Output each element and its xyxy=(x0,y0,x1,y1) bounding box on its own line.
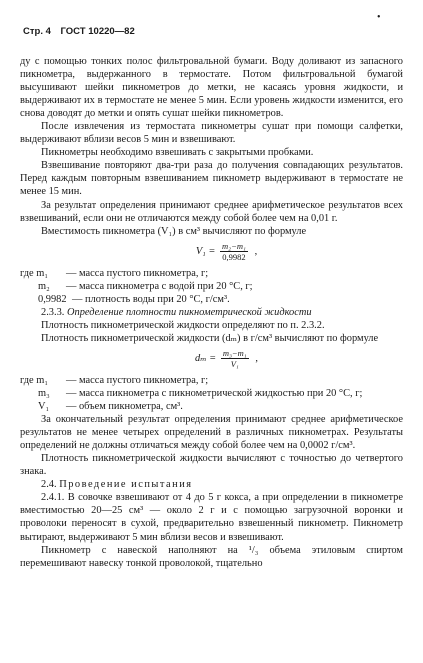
paragraph-1: ду с помощью тонких полос фильтровальной бумаги. Воду доливают из запасного пикнометра, выдержанного в термостате. Потом фильтровальной бумагой высушивают шейки пикнометров до метки, не касаясь уровня жидкости, и выдерживают их в термостате не менее 5 мин. Если уровень жидкости изменится, его снова доводят до метки и опять сушат шейки пикнометров. xyxy=(20,56,403,120)
definition-text: — масса пустого пикнометра, г; xyxy=(66,267,209,279)
formula-volume xyxy=(50,241,403,262)
paragraph-5: За результат определения принимают среднее арифметическое результатов всех взвешиваний, если они не отличаются между собой более чем на 0,01 г. xyxy=(20,199,403,224)
formula-volume-denominator: 0,9982 xyxy=(222,251,246,262)
definition-text: — плотность воды при 20 °С, г/см³. xyxy=(72,293,230,305)
formula-density-tail: , xyxy=(255,352,258,364)
definition-row xyxy=(20,374,403,387)
paragraph-12: Пикнометр с навеской наполняют на ¹/₃ объема этиловым спиртом перемешивают навеску тонкой проволокой, тщательно xyxy=(20,544,403,569)
paragraph-11: 2.4.1. В совочке взвешивают от 4 до 5 г кокса, а при определении в пикнометре вместимостью 20—25 см³ — около 2 г и с помощью загрузочной воронки и проволоки переносят в сухой, предварительно взвешенный пикнометр. Пикнометр вытирают, выдерживают 5 мин вблизи весов и взвешивают. xyxy=(20,492,403,543)
formula-density-denominator: V₁ xyxy=(230,358,239,369)
definition-label: V₁ xyxy=(38,401,50,413)
scan-dot: • xyxy=(377,12,381,23)
definition-row xyxy=(20,387,403,400)
paragraph-6: Вместимость пикнометра (V₁) в см³ вычисляют по формуле xyxy=(41,225,307,237)
page-number: Стр. 4 xyxy=(23,26,51,37)
formula-density-lhs: dₘ = xyxy=(195,352,217,364)
paragraph-10: Плотность пикнометрической жидкости вычисляют с точностью до четвертого знака. xyxy=(20,453,403,478)
formula-density-numerator: m₃−m₁ xyxy=(222,347,247,358)
formula-volume-lhs: V₁ = xyxy=(195,245,216,257)
formula-density xyxy=(50,348,403,369)
definition-label: где m₁ xyxy=(20,374,48,386)
definition-label: m₂ xyxy=(38,280,50,292)
definition-label: 0,9982 xyxy=(38,293,67,305)
page-header xyxy=(23,26,403,37)
definition-row xyxy=(20,280,403,293)
definition-text: — масса пикнометра с пикнометрической жидкостью при 20 °С, г; xyxy=(66,387,363,399)
paragraph-3: Пикнометры необходимо взвешивать с закрытыми пробками. xyxy=(41,147,314,159)
definition-text: — объем пикнометра, см³. xyxy=(66,401,183,413)
paragraph-9: За окончательный результат определения принимают среднее арифметическое результатов не менее четырех определений в различных пикнометрах. Результаты определений не должны отличаться между собой более чем на 0,0002 г/см³. xyxy=(20,414,403,452)
definition-text: — масса пикнометра с водой при 20 °С, г; xyxy=(66,280,253,292)
formula-volume-tail: , xyxy=(254,245,258,257)
definition-text: — масса пустого пикнометра, г; xyxy=(66,374,209,386)
paragraph-8: Плотность пикнометрической жидкости (dₘ) в г/см³ вычисляют по формуле xyxy=(41,332,379,344)
section-number: 2.3.3. xyxy=(41,306,65,318)
section-title: Проведение испытания xyxy=(59,479,193,491)
definition-label: m₃ xyxy=(38,387,50,399)
formula-volume-numerator: m₂−m₁ xyxy=(222,240,246,251)
formula-density-fraction xyxy=(221,348,249,369)
definition-row xyxy=(20,400,403,413)
definition-row xyxy=(20,293,403,306)
standard-code: ГОСТ 10220—82 xyxy=(60,26,135,37)
definitions-density xyxy=(20,374,403,413)
definitions-volume xyxy=(20,267,403,306)
section-2-4-heading xyxy=(20,478,403,491)
definition-label: где m₁ xyxy=(20,267,48,279)
paragraph-2: После извлечения из термостата пикнометры сушат при помощи салфетки, выдерживают вблизи весов 5 мин и взвешивают. xyxy=(20,121,403,146)
section-title: Определение плотности пикнометрической жидкости xyxy=(67,306,312,318)
definition-row xyxy=(20,267,403,280)
paragraph-7: Плотность пикнометрической жидкости определяют по п. 2.3.2. xyxy=(41,319,325,331)
section-2-3-3-heading xyxy=(20,306,403,319)
formula-volume-fraction xyxy=(220,241,248,262)
section-number: 2.4. xyxy=(41,479,57,491)
paragraph-4: Взвешивание повторяют два-три раза до получения совпадающих результатов. Перед каждым повторным взвешиванием пикнометр выдерживают в термостате не менее 15 мин. xyxy=(20,160,403,198)
